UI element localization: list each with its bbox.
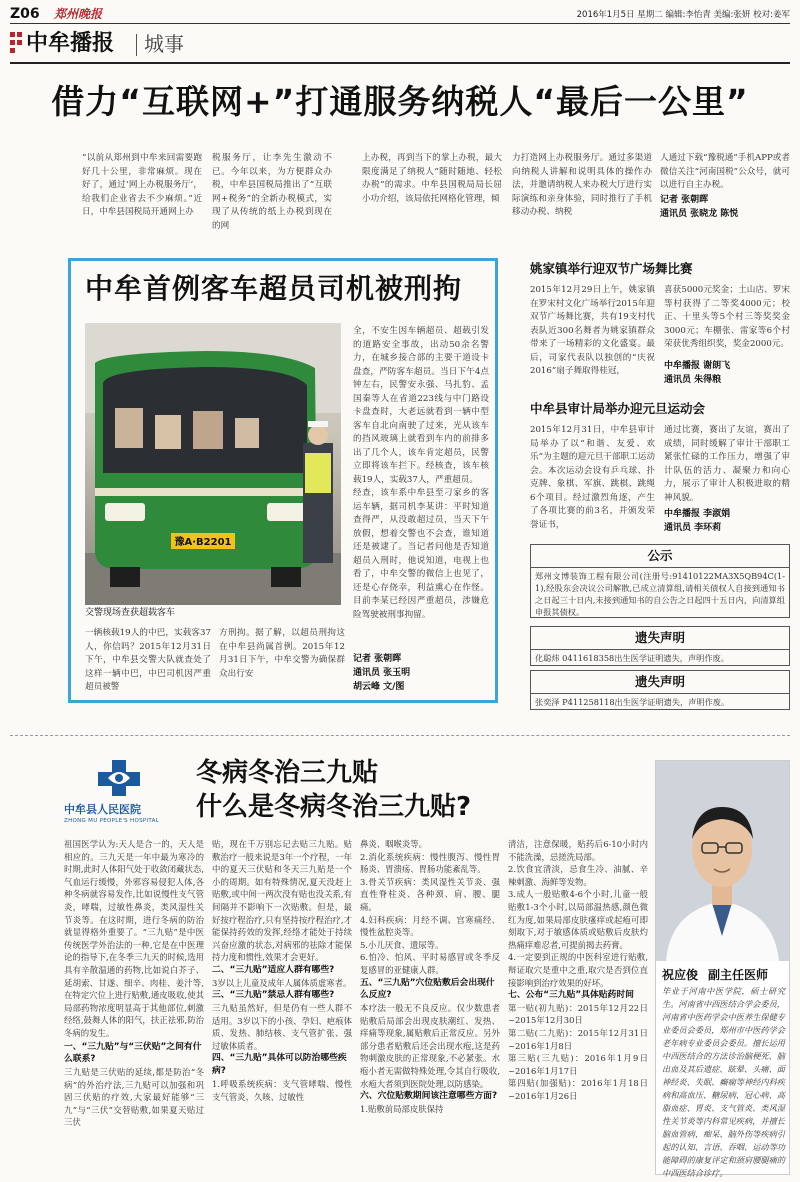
- lead-col-1: “以前从郑州到中牟来回需要跑好几十公里，非常麻烦。现在好了，通过‘网上办税服务厅’，给我们企业省去不少麻烦。”近日，中牟县国税局开通网上办: [82, 153, 202, 217]
- notice-gongshi-title: 公示: [531, 547, 789, 568]
- side2-title: 中牟县审计局举办迎元旦运动会: [530, 401, 706, 416]
- schedule-item: 第二贴(二九贴)：2015年12月31日~2016年1月8日: [508, 1028, 648, 1051]
- side2-byline-1: 中牟播报 李淑娟: [664, 509, 731, 519]
- section-title: 中牟播报: [26, 31, 115, 56]
- ad-col-3-text: 鼻炎、咽喉炎等。 2.消化系统疾病：慢性腹泻、慢性胃肠炎、胃溃疡、胃肠功能紊乱等。 3.骨关节疾病：类风湿性关节炎、强直性脊柱炎、各种颈、肩、腰、腿痛。 4.妇科疾病：月经不调、宫寒痛经、慢性盆腔炎等。 5.小儿厌食、遗尿等。 6.怕冷、怕风、平时易感冒或冬季反复感冒的亚健康人群。: [360, 839, 500, 975]
- lead-col-3: 上办税，再到当下的掌上办税，最大限度满足了纳税人“随时随地、轻松办税”的需求。中牟县国税局局长屈小功介绍，该局依托网格化管理，倾: [362, 153, 502, 204]
- ad-col-2-heading-2: 二、“三九贴”适应人群有哪些?: [212, 964, 335, 975]
- section-mark-icon: [10, 28, 24, 58]
- hospital-logo-icon: [96, 758, 142, 798]
- doctor-portrait: [656, 761, 789, 961]
- side1-col-1: 2015年12月29日上午，姚家镇在罗宋村文化广场举行2015年迎双节广场舞比赛，共有19支村代表队近300名舞者为姚家镇群众带来了一场精彩的文化盛宴。最后，司家代表队以独创的“庆祝2016”扇子舞取得桂冠，: [530, 285, 655, 376]
- notice-gongshi: [530, 544, 790, 618]
- bus-byline-2: 通讯员 张玉明: [353, 668, 411, 678]
- section-subtitle: 城事: [144, 32, 184, 56]
- side1-byline-2: 通讯员 朱得粮: [664, 375, 722, 385]
- side2-byline-2: 通讯员 李环莉: [664, 523, 722, 533]
- bus-photo-caption: 交警现场查获超载客车: [85, 608, 176, 618]
- doctor-panel: [655, 760, 790, 1178]
- side1-title: 姚家镇举行迎双节广场舞比赛: [530, 261, 693, 276]
- schedule-item: 第三贴(三九贴)：2016年1月9日~2016年1月17日: [508, 1053, 648, 1076]
- ad-col-3-heading-5: 五、“三九贴”穴位贴敷后会出现什么反应?: [360, 977, 495, 1001]
- ad-title-1: 冬病冬治三九贴: [196, 758, 379, 788]
- ad-divider: [10, 735, 790, 736]
- lead-byline-1: 记者 张朝晖: [660, 195, 709, 205]
- ad-col-1-text: 祖国医学认为:天人是合一的，天人是相应的。三九天是一年中最为寒冷的时期,此时人体阳气处于收敛闭藏状态,气血运行缓慢，外邪容易侵犯人体,各种冬病就容易发作,比如说慢性支气管炎，哮喘，过敏性鼻炎，类风湿性关节炎等。在这时期，进行冬病的防治就显得格外重要了。“三九贴”是中医传统医学外治法的一种,它是在中医理论的指导下,在冬季三九天的时候,选用具有辛散温通的药物,比如说白芥子、延胡索、甘遂、细辛、肉桂、姜汁等,在特定穴位上进行贴敷,通皮吸收,使其局部药物浓度明显高于其他部位,刺激经络,鼓舞人体的阳气，扶正祛邪,防治冬病的发生。: [64, 839, 204, 1038]
- bus-byline-3: 胡云峰 文/图: [353, 682, 405, 692]
- ad-col-4-heading-7: 七、公布“三九贴”具体贴药时间: [508, 990, 634, 1001]
- lead-headline: 借力“互联网+”打通服务纳税人“最后一公里”: [51, 82, 749, 121]
- ad-col-3-text-5: 本疗法一般无不良反应。仅少数患者贴敷后局部会出现皮肤潮红、发热、痒痛等现象,属贴敷后正常反应。另外部分患者贴敷后还会出现水疱,这是药物刺激皮肤的正常现象,不必紧张。水疱小者无需做特殊处理,令其自行吸收,水疱大者须到医院处理,以防感染。: [360, 1003, 500, 1089]
- notice-lost-1: [530, 626, 790, 666]
- notice-lost-2: [530, 670, 790, 710]
- bus-story-bottom-left: 一辆核载19人的中巴，实载客37人，你信吗？2015年12月31日下午，中牟县交警大队就查处了这样一辆中巴，中巴司机因严重超员被警: [85, 628, 211, 692]
- hospital-name-en: ZHONG MU PEOPLE'S HOSPITAL: [64, 818, 160, 824]
- page-header: [10, 4, 790, 24]
- ad-col-2-heading-4: 四、“三九贴”具体可以防治哪些疾病?: [212, 1053, 347, 1077]
- ad-col-1-heading: 一、“三九贴”与“三伏贴”之间有什么联系?: [64, 1041, 202, 1065]
- bus-story-box: [68, 258, 498, 703]
- bus-byline-1: 记者 张朝晖: [353, 654, 402, 664]
- bus-story-right-text: 全，不安生因车辆超员、超载引发的道路安全事故，出动50余名警力，在城乡接合部的主要干道设卡盘查，严防客车超员。当日下午4点钟左右，民警安永强、马扎豹、孟国秦等人在省道223线与中门路设卡盘查时，大老远就看到一辆中型客车自北向南驶了过来，光从该车的挡风玻璃上就看到车内的前排多出了几个人，该车肯定超员，民警立即将该车拦下。经核查，该车核载19人，实载37人，严重超员。 经查，该车系中牟县至刁家乡的客运车辆，据司机李某讲：平时知道查得严，从没敢超过员，当天下午放假，想着交警也不会查，谁知道还是被逮了。当记者问他是否知道超员入刑时，他说知道，电视上也看了，中牟交警的微信上也见了，还是心存侥幸，利益熏心在作怪。目前李某已经因严重超员，涉嫌危险驾驶被刑事拘留。: [353, 326, 489, 620]
- hospital-name: 中牟县人民医院: [64, 803, 141, 816]
- schedule-item: 第一贴(初九贴)：2015年12月22日~2015年12月30日: [508, 1002, 648, 1026]
- bus-story-title: 中牟首例客车超员司机被刑拘: [85, 272, 463, 305]
- ad-col-1-after: 三九贴是三伏贴的延续,都是防治“冬病”的外治疗法,三九贴可以加强和巩固三伏贴的疗效,大家最好能够“三九”与“三伏”交替贴敷,如果夏天贴过三伏: [64, 1067, 204, 1128]
- lead-col-5: 人通过下载“豫税通”手机APP或者微信关注“河南国税”公众号，就可以进行自主办税。: [660, 153, 790, 190]
- ad-col-2: [212, 838, 352, 1174]
- notice-lost-2-text: 张奕泽 P411258118出生医学证明遗失，声明作废。: [535, 697, 730, 708]
- notice-lost-1-text: 化聪炜 0411618358出生医学证明遗失，声明作废。: [535, 653, 729, 664]
- ad-col-2-text: 贴，现在千万别忘记去贴三九贴。贴敷治疗一般来说是3年一个疗程，一年中的夏天三伏贴和冬天三九贴是一个小的周期。如有特殊情况,夏天没赶上贴敷,或中间一两次没有贴也没关系,有间隔并不影响下一次贴敷。但是，最好按疗程治疗,只有坚持按疗程治疗,才能保持药效的发挥,经络才能处于持续兴奋应激的状态,对病邪的祛除才能保持力度和惯性,效果才会更好。: [212, 839, 352, 963]
- ad-col-3: [360, 838, 500, 1174]
- notice-gongshi-text: 郑州文博装饰工程有限公司(注册号:91410122MA3X5QB94C(1-1),经股东会决议公司解散,已成立清算组,请相关债权人自接到通知书之日起三十日内,未接到通知书的自公告之日起四十五日内，向清算组申报其债权。: [535, 571, 785, 618]
- ad-col-3-heading-6: 六、穴位贴敷期间该注意哪些方面?: [360, 1091, 498, 1102]
- notice-lost-2-title: 遗失声明: [531, 673, 789, 694]
- ad-col-4: [508, 838, 648, 1174]
- section-separator: [136, 34, 137, 56]
- bus-illustration: [85, 323, 341, 605]
- lead-col-4: 力打造网上办税服务厅。通过多渠道向纳税人讲解和说明具体的操作办法，并邀请纳税人来办税大厅进行实际演练和亲身体验，同时推行了手机移动办税、纳税: [512, 153, 652, 217]
- lead-col-2: 税服务厅，让李先生激动不已。今年以来，为方便群众办税，中牟县国税局推出了“互联网+税务”的全新办税模式，实现了从传统的纸上办税到现在的网: [212, 153, 332, 231]
- ad-col-4-text: 清洁，注意保暖，贴药后6-10小时内不能洗澡，忌搓洗局部。 2.饮食宜清淡，忌食生冷、油腻、辛辣刺激、海鲜等发物。 3.成人一般贴敷4-6个小时,儿童一般贴敷1-3个小时,以局部温热感,颜色微红为度,如果局部皮肤瘙痒或起疱可即刻取下,对于敏感体质或贴敷后皮肤灼热痛痒难忍者,可提前揭去药膏。 4.一定要到正规的中医科室进行贴敷,辩证取穴是重中之重,取穴是否到位直接影响到治疗效果的好坏。: [508, 839, 648, 988]
- bus-plate: 豫A·B2201: [174, 537, 232, 548]
- section-bar: [10, 26, 790, 64]
- header-info: 2016年1月5日 星期二 编辑:李怡青 美编:张妍 校对:姜军: [576, 10, 790, 20]
- lead-byline-2: 通讯员 张晓龙 陈悦: [660, 209, 739, 219]
- side2-col-1: 2015年12月31日，中牟县审计局举办了以“和谐、友爱、欢乐”为主题的迎元旦干部职工运动会。本次运动会设有乒乓球、扑克牌、象棋、军旗、跳棋、跳绳6个项目。经过激烈角逐，产生了各项比赛的前3名，并颁发荣誉证书，: [530, 425, 655, 530]
- side1-col-2: 喜获5000元奖金；土山店、罗宋等村获得了二等奖4000元；校正、十里头等5个村三等奖奖金3000元；车棚张、雷家等6个村荣获优秀组织奖，奖金2000元。: [664, 285, 790, 349]
- ad-col-1: [64, 838, 204, 1174]
- side1-byline-1: 中牟播报 谢朗飞: [664, 361, 731, 371]
- doctor-bio: 毕业于河南中医学院，硕士研究生。河南省中西医结合学会委员，河南省中医药学会中医养生保健专业委员会委员，郑州市中医药学会老年病专业委员会委员。擅长运用中西医结合的方法诊治脑梗死、脑出血及其后遗症、眩晕、头痛、面神经炎、失眠、癫痫等神经内科疾病和高血压、糖尿病、冠心病、高脂血症、胃炎、支气管炎、类风湿性关节炎等内科常见疾病，并擅长脑血管病、痴呆、脑外伤等疾病引起的认知、言语、吞咽、运动等功能障碍的康复评定和颈肩腰腿痛的中西医结合诊疗。: [662, 986, 785, 1178]
- side2-col-2: 通过比赛，赛出了友谊，赛出了成绩，同时缓解了审计干部职工紧张忙碌的工作压力，增强了审计队伍的活力、凝聚力和向心力，展示了审计人积极进取的精神风貌。: [664, 425, 790, 503]
- notice-lost-1-title: 遗失声明: [531, 629, 789, 650]
- bus-photo: [85, 323, 341, 605]
- ad-col-2-text-3: 三九贴虽然好，但是仍有一些人群不适用。3岁以下的小孩、孕妇、疤痕体质、发热、肺结核、支气管扩张、强过敏体质者。: [212, 1003, 352, 1051]
- paper-name: 郑州晚报: [54, 7, 103, 21]
- ad-col-2-heading-3: 三、“三九贴”禁忌人群有哪些?: [212, 990, 335, 1001]
- bus-story-bottom-right: 方刑拘。据了解，以超员刑拘这在中牟县尚属首例。2015年12月31日下午，中牟交警为确保群众出行安: [219, 628, 345, 679]
- doctor-title: 副主任医师: [708, 968, 769, 982]
- ad-title-2: 什么是冬病冬治三九贴?: [196, 792, 472, 822]
- ad-col-2-text-4: 1.呼吸系统疾病：支气管哮喘、慢性支气管炎、久咳、过敏性: [212, 1078, 352, 1102]
- schedule-item: 第四贴(加强贴)：2016年1月18日~2016年1月26日: [508, 1078, 648, 1102]
- ad-col-3-text-6: 1.贴敷前局部皮肤保持: [360, 1103, 444, 1114]
- page-number: Z06: [10, 6, 40, 22]
- doctor-name: 祝应俊: [662, 968, 699, 982]
- ad-col-2-text-2: 3岁以上儿童及成年人属体质虚寒者。: [212, 977, 352, 988]
